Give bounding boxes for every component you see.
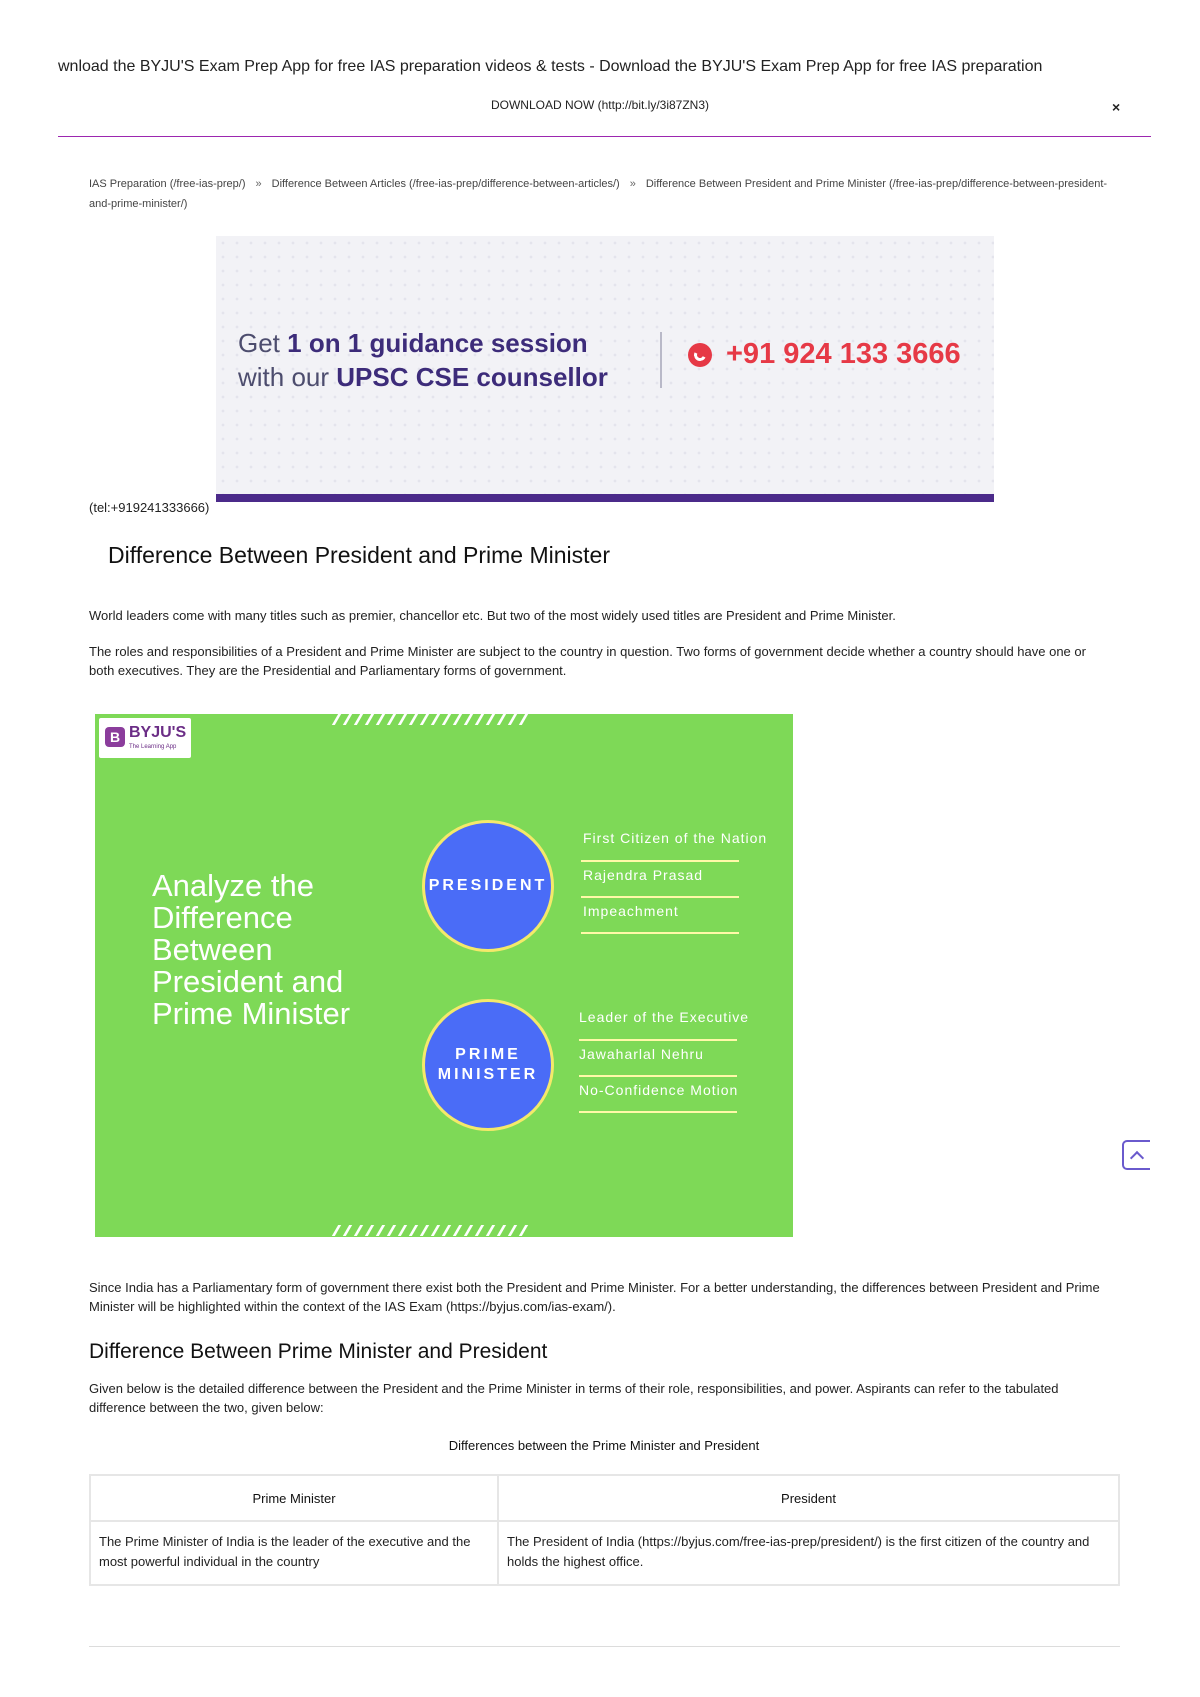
banner-phone-number[interactable]: +91 924 133 3666 xyxy=(688,338,961,371)
banner-guidance-text: Get 1 on 1 guidance session with our UPSC CSE counsellor xyxy=(238,328,608,392)
table-cell: The Prime Minister of India is the leader of the executive and the most powerful individual in the country xyxy=(90,1521,498,1585)
footer-divider xyxy=(89,1646,1120,1647)
president-circle: PRESIDENT xyxy=(422,820,554,952)
byjus-logo: B BYJU'S The Learning App xyxy=(99,718,191,758)
tel-link[interactable]: (tel:+919241333666) xyxy=(89,500,210,515)
fact-underline xyxy=(579,1039,737,1041)
table-caption: Differences between the Prime Minister and President xyxy=(448,1438,760,1453)
difference-table xyxy=(89,1474,1120,1586)
download-notice-bar xyxy=(0,0,1200,140)
president-vs-pm-infographic xyxy=(95,714,793,1237)
fact-underline xyxy=(581,860,739,862)
president-fact: First Citizen of the Nation xyxy=(583,830,768,846)
table-header-row xyxy=(90,1475,1119,1521)
infographic-heading: Analyze the Difference Between President and Prime Minister xyxy=(152,868,351,1031)
fact-underline xyxy=(579,1075,737,1077)
breadcrumb xyxy=(89,174,1109,214)
breadcrumb-item-difference-articles[interactable]: Difference Between Articles (/free-ias-prep/difference-between-articles/) xyxy=(271,178,620,190)
close-icon[interactable]: × xyxy=(1112,99,1121,115)
page-title: Difference Between President and Prime Minister xyxy=(108,542,610,568)
stripe-decoration-top xyxy=(335,714,525,724)
prime-minister-circle: PRIME MINISTER xyxy=(422,999,554,1131)
download-now-link[interactable]: DOWNLOAD NOW (http://bit.ly/3i87ZN3) xyxy=(490,98,710,112)
stripe-decoration-bottom xyxy=(335,1225,525,1235)
fact-underline xyxy=(579,1111,737,1113)
phone-icon xyxy=(688,343,712,367)
byjus-logo-mark: B xyxy=(105,727,125,747)
scroll-to-top-icon[interactable] xyxy=(1122,1140,1150,1170)
breadcrumb-item-ias-preparation[interactable]: IAS Preparation (/free-ias-prep/) xyxy=(89,178,246,190)
fact-underline xyxy=(581,932,739,934)
pm-fact: No-Confidence Motion xyxy=(579,1082,739,1098)
india-context-paragraph: Since India has a Parliamentary form of government there exist both the President and Prime Minister. For a better understanding, the differences between President and Prime Minister will be highlighted within the context of the IAS Exam (https://byjus.com/ias-exam/). xyxy=(89,1280,1100,1314)
banner-divider xyxy=(660,332,662,388)
table-row xyxy=(90,1521,1119,1585)
table-cell: The President of India (https://byjus.com/free-ias-prep/president/) is the first citizen of the country and holds the highest office. xyxy=(498,1521,1119,1585)
column-header-prime-minister: Prime Minister xyxy=(90,1475,498,1521)
fact-underline xyxy=(581,896,739,898)
intro-paragraph: World leaders come with many titles such as premier, chancellor etc. But two of the most widely used titles are President and Prime Minister. xyxy=(89,608,896,623)
app-download-marquee[interactable]: wnload the BYJU'S Exam Prep App for free IAS preparation videos & tests - Download the BYJU'S Exam Prep App for free IAS preparation xyxy=(58,58,1043,75)
president-fact: Rajendra Prasad xyxy=(583,867,704,883)
column-header-president: President xyxy=(498,1475,1119,1521)
breadcrumb-separator: » xyxy=(255,178,262,190)
president-fact: Impeachment xyxy=(583,903,679,919)
section-heading: Difference Between Prime Minister and President xyxy=(89,1340,548,1363)
breadcrumb-item-current-page[interactable]: Difference Between President and Prime Minister (/free-ias-prep/difference-between-president-and-prime-minister/) xyxy=(89,178,1108,210)
pm-fact: Leader of the Executive xyxy=(579,1009,750,1025)
table-intro-paragraph: Given below is the detailed difference between the President and the Prime Minister in terms of their role, responsibilities, and power. Aspirants can refer to the tabulated difference between the two, given below: xyxy=(89,1381,1059,1415)
notice-divider xyxy=(58,136,1151,137)
pm-fact: Jawaharlal Nehru xyxy=(579,1046,704,1062)
counselling-banner[interactable] xyxy=(216,236,994,502)
roles-paragraph: The roles and responsibilities of a President and Prime Minister are subject to the country in question. Two forms of government decide whether a country should have one or both executives. They are the Presidential and Parliamentary forms of government. xyxy=(89,644,1086,678)
breadcrumb-separator: » xyxy=(629,178,636,190)
